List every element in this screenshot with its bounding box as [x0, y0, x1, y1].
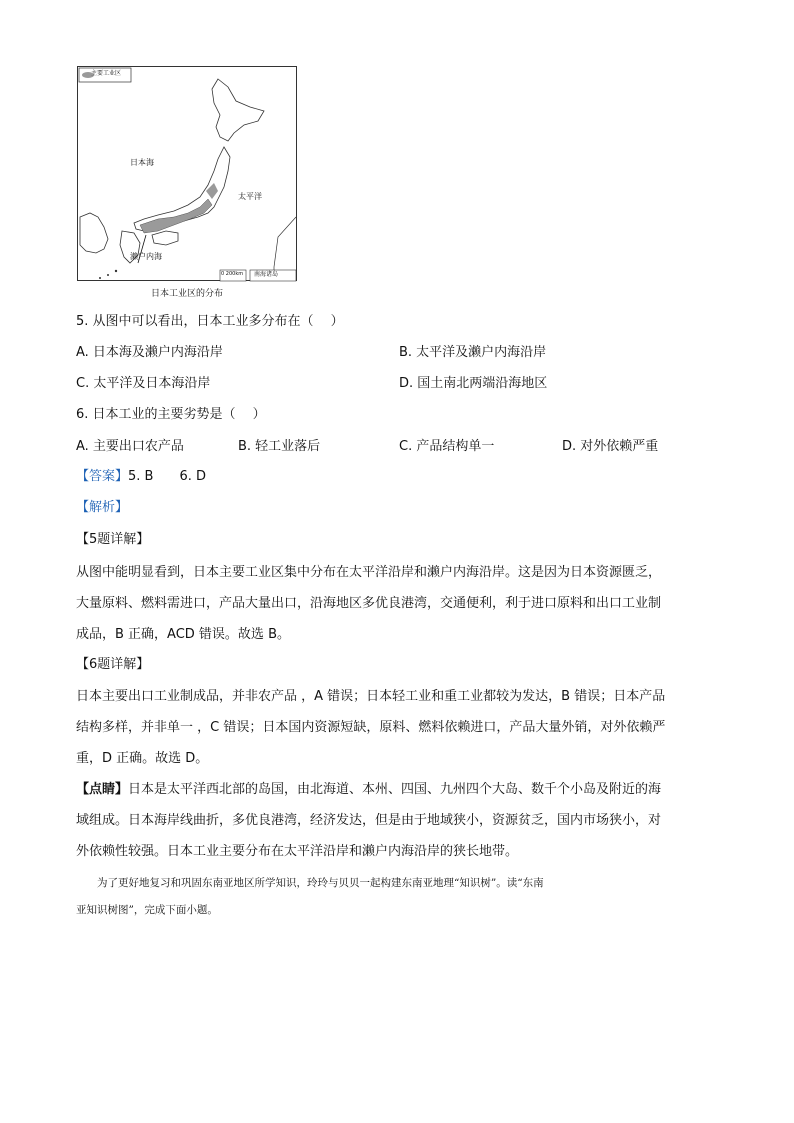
q5-option-c: C. 太平洋及日本海沿岸	[76, 376, 211, 391]
detail6-line: 重，D 正确。故选 D。	[76, 751, 209, 766]
japan-map-drawing	[78, 67, 298, 282]
comment-line: 域组成。日本海岸线曲折，多优良港湾，经济发达，但是由于地域狭小，资源贫乏，国内市场狭小，对	[76, 813, 662, 828]
q6-option-b: B. 轻工业落后	[238, 439, 321, 454]
japan-industry-map	[77, 66, 297, 281]
detail5-line: 大量原料、燃料需进口，产品大量出口，沿海地区多优良港湾，交通便利，利于进口原料和出口工业制	[76, 596, 662, 611]
korea-coast	[80, 213, 108, 253]
seto-label: 濑户内海	[130, 252, 162, 261]
comment-label: 【点睛】	[76, 782, 129, 797]
lead-in-line: 亚知识树图”，完成下面小题。	[76, 904, 218, 916]
map-legend-label: 主要工业区	[91, 70, 122, 77]
comment-line: 日本是太平洋西北部的岛国，由北海道、本州、四国、九州四个大岛、数千个小岛及附近的海	[128, 782, 662, 797]
comment-line-1	[76, 774, 716, 805]
analysis-label: 【解析】	[76, 500, 129, 515]
answer-label: 【答案】	[76, 469, 129, 484]
hokkaido	[212, 79, 264, 141]
answer-line	[76, 468, 206, 486]
shikoku	[152, 231, 178, 245]
detail5-line: 成品，B 正确，ACD 错误。故选 B。	[76, 627, 290, 642]
q5-option-b: B. 太平洋及濑户内海沿岸	[399, 345, 547, 360]
map-scale: 0 200km	[221, 271, 244, 277]
detail6-line: 日本主要出口工业制成品，并非农产品 ，A 错误；日本轻工业和重工业都较为发达，B 错误；日本产品	[76, 689, 666, 704]
lead-in-text	[76, 870, 716, 924]
lead-in-line: 为了更好地复习和巩固东南亚地区所学知识，玲玲与贝贝一起构建东南亚地理“知识树”。读“东南	[76, 877, 544, 889]
q5-option-d: D. 国土南北两端沿海地区	[399, 376, 548, 391]
q6-option-a: A. 主要出口农产品	[76, 439, 184, 454]
sea-of-japan-label: 日本海	[130, 158, 154, 167]
q6-option-c: C. 产品结构单一	[399, 439, 495, 454]
detail5-label: 【5题详解】	[76, 532, 150, 547]
detail6-label: 【6题详解】	[76, 657, 150, 672]
q5-stem: 5. 从图中可以看出，日本工业多分布在（ ）	[76, 314, 344, 329]
q6-stem: 6. 日本工业的主要劣势是（ ）	[76, 407, 266, 422]
q5-option-a: A. 日本海及濑户内海沿岸	[76, 345, 223, 360]
answer-values: 5. B 6. D	[128, 469, 207, 484]
map-corner-note: 南海诸岛	[254, 271, 279, 278]
detail5-text	[76, 557, 716, 650]
pacific-label: 太平洋	[238, 192, 262, 201]
comment-text	[76, 774, 716, 867]
detail5-line: 从图中能明显看到，日本主要工业区集中分布在太平洋沿岸和濑户内海沿岸。这是因为日本资源匮乏，	[76, 565, 662, 580]
comment-line: 外依赖性较强。日本工业主要分布在太平洋沿岸和濑户内海沿岸的狭长地带。	[76, 844, 519, 859]
detail6-text	[76, 681, 716, 774]
q6-option-d: D. 对外依赖严重	[562, 439, 659, 454]
map-caption: 日本工业区的分布	[150, 289, 223, 299]
detail6-line: 结构多样，并非单一 ，C 错误；日本国内资源短缺，原料、燃料依赖进口，产品大量外销，对外依赖严	[76, 720, 666, 735]
